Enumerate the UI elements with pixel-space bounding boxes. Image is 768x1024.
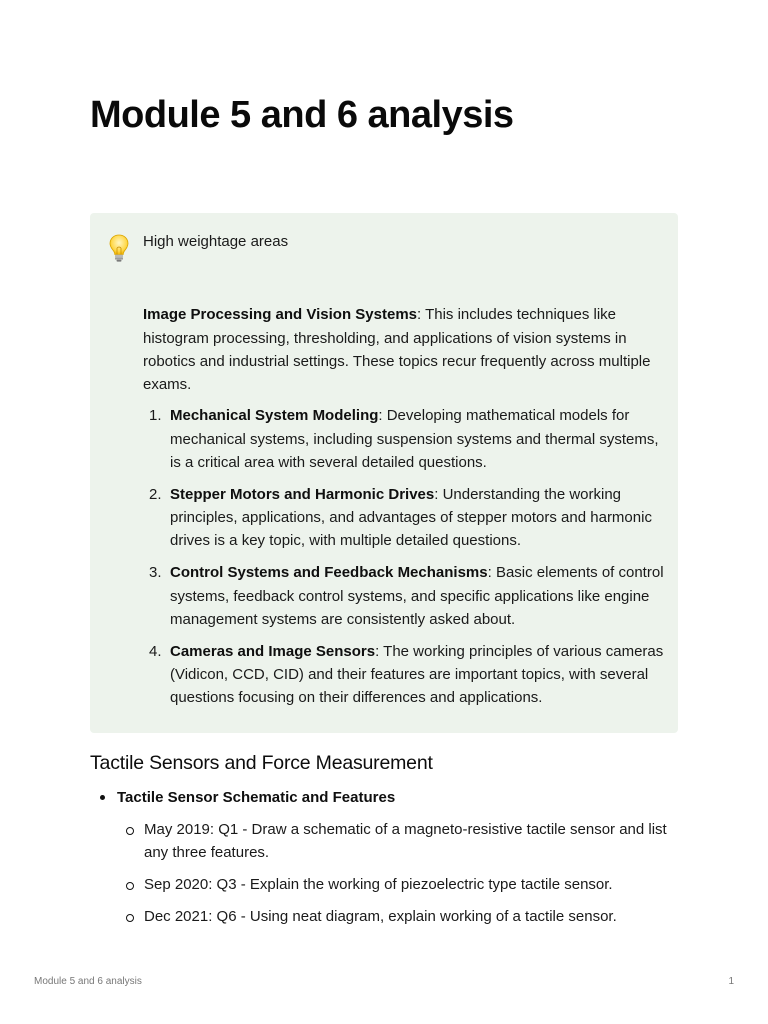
intro-bold-term: Image Processing and Vision Systems xyxy=(143,306,417,324)
list-item xyxy=(143,404,668,474)
weightage-list xyxy=(143,404,668,709)
list-number: 3. xyxy=(149,564,162,582)
bullet-item xyxy=(90,786,690,809)
page-title: Module 5 and 6 analysis xyxy=(90,94,514,136)
footer-doc-title: Module 5 and 6 analysis xyxy=(34,976,142,987)
list-item xyxy=(143,483,668,553)
bullet-heading: Tactile Sensor Schematic and Features xyxy=(117,789,396,806)
sub-list-item: Sep 2020: Q3 - Explain the working of piezoelectric type tactile sensor. xyxy=(90,873,690,896)
list-item xyxy=(143,561,668,631)
sub-bullet-list xyxy=(90,818,690,928)
list-item-term: Cameras and Image Sensors xyxy=(170,642,376,660)
callout-heading: High weightage areas xyxy=(143,233,289,250)
footer-page-number: 1 xyxy=(728,976,734,987)
list-item-text: : Developing mathematical models for mechanical systems, including suspension systems and thermal systems, is a critical area with several detailed questions. xyxy=(170,407,659,472)
list-number: 1. xyxy=(149,407,162,425)
list-item-text: : The working principles of various cameras (Vidicon, CCD, CID) and their features are important topics, with several questions focusing on their differences and applications. xyxy=(170,642,664,707)
callout-box xyxy=(90,213,678,733)
list-item-term: Mechanical System Modeling xyxy=(170,407,379,425)
list-number: 4. xyxy=(149,642,162,660)
intro-paragraph xyxy=(143,303,668,396)
intro-text: : This includes techniques like histogram processing, thresholding, and applications of vision systems in robotics and industrial settings. These topics recur frequently across multiple exams. xyxy=(143,306,651,394)
list-item-term: Control Systems and Feedback Mechanisms xyxy=(170,564,488,582)
list-item-term: Stepper Motors and Harmonic Drives xyxy=(170,485,435,503)
list-number: 2. xyxy=(149,485,162,503)
section-heading: Tactile Sensors and Force Measurement xyxy=(90,752,433,774)
sub-list-item: Dec 2021: Q6 - Using neat diagram, explain working of a tactile sensor. xyxy=(90,905,690,928)
list-item-text: : Basic elements of control systems, feedback control systems, and specific applications like engine management systems are consistently asked about. xyxy=(170,564,664,628)
lightbulb-icon xyxy=(108,233,130,263)
list-item-text: : Understanding the working principles, applications, and advantages of stepper motors and harmonic drives is a key topic, with multiple detailed questions. xyxy=(170,485,652,550)
list-item xyxy=(143,640,668,710)
section-bullets xyxy=(90,786,690,936)
callout-body xyxy=(143,213,668,718)
sub-list-item: May 2019: Q1 - Draw a schematic of a magneto-resistive tactile sensor and list any three features. xyxy=(90,818,690,865)
